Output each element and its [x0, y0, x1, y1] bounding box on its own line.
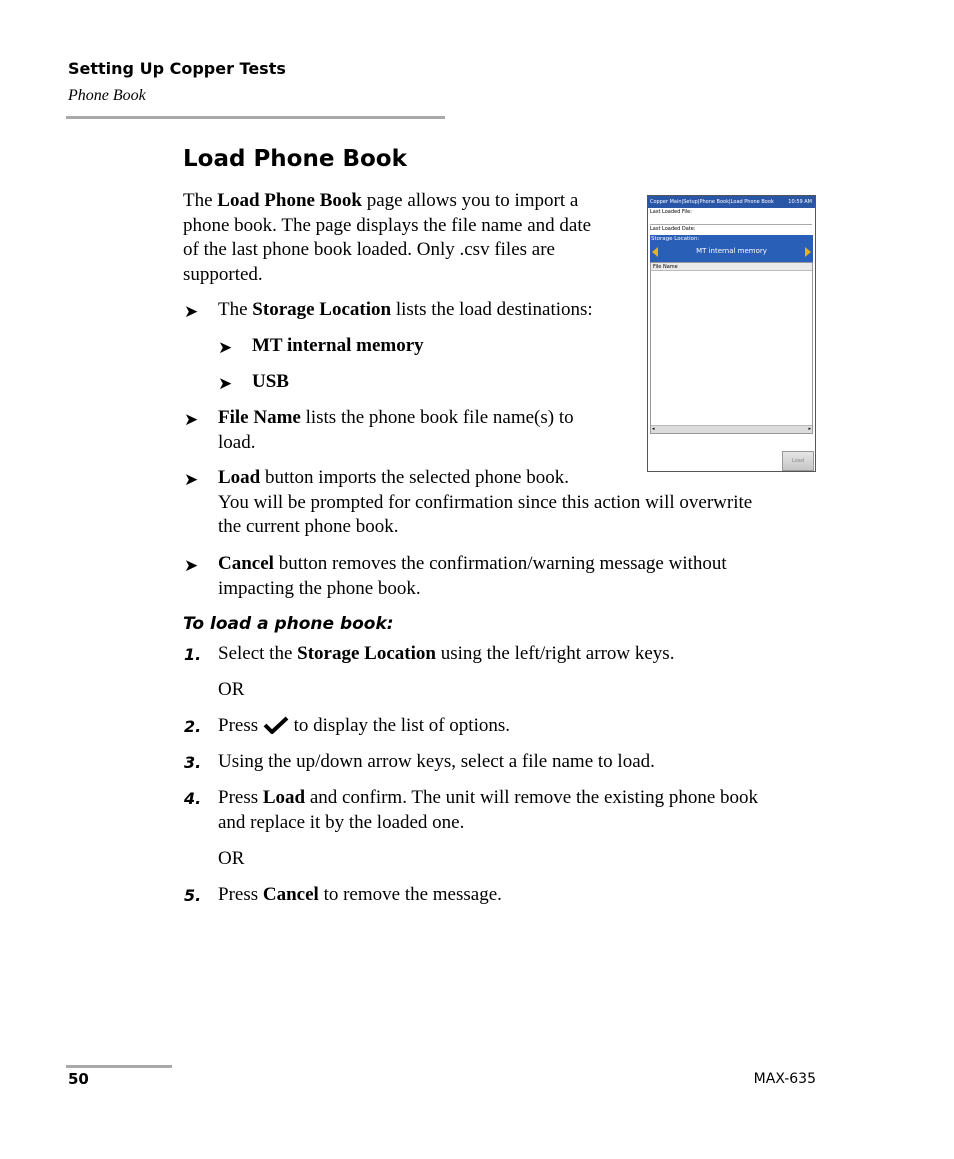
step-text-rest: to remove the message. [318, 884, 502, 905]
intro-bold: Load Phone Book [217, 190, 362, 211]
bullet-arrow-icon: ➤ [184, 410, 199, 430]
bullet-bold: Storage Location [252, 299, 392, 320]
page-number: 50 [68, 1070, 89, 1088]
last-loaded-date-label: Last Loaded Date: [650, 226, 696, 232]
step-4 [218, 786, 828, 835]
step-text-rest: and confirm. The unit will remove the existing phone book [305, 787, 759, 808]
step-number: 5. [184, 886, 202, 905]
intro-line-2: phone book. The page displays the file name and date [183, 214, 592, 236]
intro-paragraph [183, 189, 643, 287]
last-loaded-file-label: Last Loaded File: [650, 209, 692, 215]
step-text: Select the [218, 643, 298, 664]
bullet-bold: File Name [218, 407, 301, 428]
step-number: 1. [184, 645, 202, 664]
divider [650, 224, 812, 225]
intro-text-rest: page allows you to import a [361, 190, 579, 211]
scroll-left-icon[interactable]: ◂ [652, 426, 655, 432]
sub-bullet-mt: MT internal memory [252, 335, 424, 356]
step-5 [218, 883, 502, 908]
scroll-right-icon[interactable]: ▸ [808, 426, 811, 432]
right-arrow-icon[interactable] [805, 247, 811, 257]
bullet-line-2: impacting the phone book. [218, 577, 421, 599]
bullet-line-2: load. [218, 431, 256, 453]
procedure-title: To load a phone book: [183, 614, 394, 634]
bullet-filename [218, 406, 638, 455]
step-number: 4. [184, 789, 202, 808]
file-list[interactable] [650, 262, 813, 434]
breadcrumb: Copper Main|Setup|Phone Book|Load Phone Book [650, 199, 774, 205]
sub-bullet-arrow-icon: ➤ [218, 374, 233, 394]
header-rule [66, 116, 445, 119]
step-line-2: and replace it by the loaded one. [218, 811, 465, 833]
intro-line-4: supported. [183, 263, 263, 285]
horizontal-scrollbar[interactable] [651, 425, 812, 433]
bullet-arrow-icon: ➤ [184, 470, 199, 490]
step-text: Press [218, 884, 263, 905]
model-name: MAX-635 [753, 1071, 816, 1087]
sub-bullet-usb: USB [252, 371, 289, 392]
step-text-rest: using the left/right arrow keys. [435, 643, 675, 664]
storage-location-label: Storage Location: [651, 236, 700, 242]
bullet-arrow-icon: ➤ [184, 556, 199, 576]
step-2 [218, 714, 510, 739]
bullet-line-3: the current phone book. [218, 516, 399, 537]
screenshot-titlebar [648, 196, 815, 208]
storage-location-value: MT internal memory [696, 247, 767, 255]
load-phone-book-screenshot [647, 195, 816, 472]
step-bold: Cancel [262, 884, 319, 905]
intro-text: The [183, 190, 218, 211]
step-bold: Load [262, 787, 306, 808]
footer-rule [66, 1065, 172, 1068]
bullet-text: lists the phone book file name(s) to [300, 407, 574, 428]
bullet-text: The [218, 299, 253, 320]
bullet-cancel [218, 552, 818, 601]
checkmark-icon [263, 716, 289, 734]
bullet-bold: Cancel [218, 553, 274, 574]
or-text: OR [218, 679, 245, 700]
intro-line-3: of the last phone book loaded. Only .csv files are [183, 239, 555, 260]
step-number: 2. [184, 717, 202, 736]
bullet-bold: Load [218, 467, 261, 488]
bullet-line-2: You will be prompted for confirmation since this action will overwrite [218, 491, 753, 513]
or-text: OR [218, 848, 245, 869]
bullet-arrow-icon: ➤ [184, 302, 199, 322]
clock-text: 10:59 AM [788, 199, 812, 205]
bullet-text: button removes the confirmation/warning message without [273, 553, 727, 574]
bullet-storage [218, 298, 593, 323]
step-text: Press [218, 715, 263, 736]
step-text: Press [218, 787, 263, 808]
page-title: Load Phone Book [183, 146, 407, 172]
load-button[interactable]: Load [782, 451, 814, 471]
step-text-rest: to display the list of options. [288, 715, 511, 736]
storage-location-selector[interactable] [650, 235, 813, 262]
step-number: 3. [184, 753, 202, 772]
section-subtitle: Phone Book [68, 87, 146, 104]
step-1 [218, 642, 674, 667]
chapter-title: Setting Up Copper Tests [68, 59, 286, 78]
step-3: Using the up/down arrow keys, select a file name to load. [218, 751, 655, 772]
bullet-load [218, 466, 818, 540]
bullet-text-rest: lists the load destinations: [391, 299, 593, 320]
step-bold: Storage Location [297, 643, 436, 664]
file-name-column-header: File Name [651, 263, 812, 271]
bullet-text: button imports the selected phone book. [260, 467, 569, 488]
sub-bullet-arrow-icon: ➤ [218, 338, 233, 358]
